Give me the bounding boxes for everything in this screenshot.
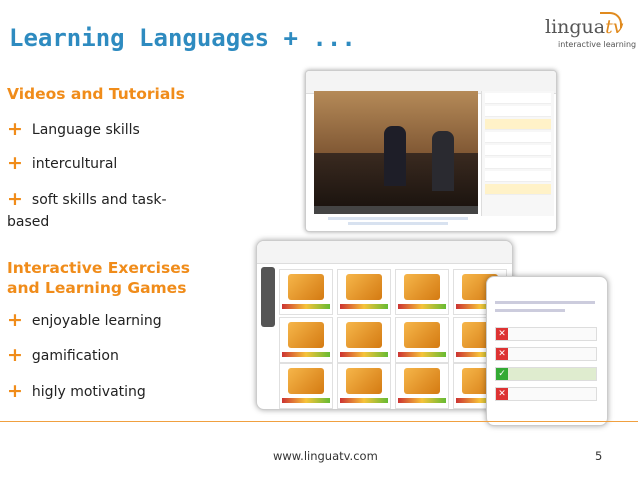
tile-progress	[340, 304, 388, 309]
tile-progress	[340, 398, 388, 403]
bullet-text: soft skills and task-	[31, 192, 167, 208]
tile-image	[404, 322, 440, 348]
bullet-text: Language skills	[31, 122, 140, 138]
transcript-row	[485, 119, 551, 130]
exercise-tile	[395, 363, 449, 409]
section-heading-videos	[7, 84, 185, 104]
bullet-text-continued: based	[7, 214, 50, 230]
tile-progress	[282, 352, 330, 357]
wrong-icon: ✕	[496, 328, 508, 340]
exercise-tile	[279, 363, 333, 409]
tile-image	[288, 368, 324, 394]
plus-icon: +	[7, 344, 23, 366]
tile-image	[404, 274, 440, 300]
exercise-tile	[279, 317, 333, 363]
video-person	[432, 131, 454, 191]
bullet-language-skills	[7, 118, 140, 141]
plus-icon: +	[7, 188, 23, 210]
quiz-option	[495, 327, 597, 341]
bullet-text: intercultural	[31, 156, 118, 172]
bullet-intercultural	[7, 152, 117, 175]
exercise-tile	[337, 317, 391, 363]
video-controls-bar	[314, 206, 478, 214]
video-frame-image	[314, 91, 478, 206]
video-person	[384, 126, 406, 186]
screenshot-toolbar	[257, 241, 512, 264]
tile-progress	[398, 304, 446, 309]
exercises-grid-screenshot	[256, 240, 513, 410]
tile-progress	[282, 304, 330, 309]
footer-divider	[0, 421, 638, 422]
exercise-tile	[279, 269, 333, 315]
logo-word-accent: tv	[605, 16, 624, 38]
exercise-sidebar	[261, 267, 275, 327]
logo-wordmark	[545, 16, 624, 38]
tile-image	[346, 322, 382, 348]
tile-image	[404, 368, 440, 394]
quiz-option-correct	[495, 367, 597, 381]
logo-tagline: interactive learning	[558, 40, 637, 49]
transcript-row	[485, 171, 551, 182]
quiz-option	[495, 347, 597, 361]
tile-image	[288, 274, 324, 300]
plus-icon: +	[7, 380, 23, 402]
slide-title: Learning Languages + ...	[9, 24, 356, 52]
section-heading-line: and Learning Games	[7, 279, 187, 297]
transcript-row	[485, 132, 551, 143]
bullet-soft-skills	[7, 188, 167, 233]
transcript-row	[485, 106, 551, 117]
section-heading-line: Videos and Tutorials	[7, 85, 185, 103]
wrong-icon: ✕	[496, 388, 508, 400]
section-heading-games	[7, 258, 190, 298]
video-subtitle-area	[318, 215, 478, 227]
quiz-option	[495, 387, 597, 401]
transcript-row	[485, 184, 551, 195]
bullet-text: enjoyable learning	[31, 313, 162, 329]
linguatv-logo	[545, 12, 637, 52]
tile-progress	[340, 352, 388, 357]
check-icon: ✓	[496, 368, 508, 380]
transcript-row	[485, 93, 551, 104]
tile-image	[288, 322, 324, 348]
logo-word-main: lingua	[545, 16, 606, 38]
plus-icon: +	[7, 309, 23, 331]
quiz-question-line	[495, 309, 565, 312]
footer-url: www.linguatv.com	[273, 449, 378, 463]
tile-progress	[398, 398, 446, 403]
exercise-tile	[337, 363, 391, 409]
exercise-tile	[395, 317, 449, 363]
video-tutorial-screenshot	[305, 70, 557, 232]
bullet-motivating	[7, 380, 146, 403]
exercise-tile	[337, 269, 391, 315]
quiz-screenshot	[486, 276, 608, 426]
transcript-panel	[481, 91, 554, 216]
wrong-icon: ✕	[496, 348, 508, 360]
transcript-row	[485, 145, 551, 156]
bullet-text: gamification	[31, 348, 119, 364]
plus-icon: +	[7, 152, 23, 174]
tile-progress	[282, 398, 330, 403]
bullet-enjoyable-learning	[7, 309, 162, 332]
tile-image	[346, 368, 382, 394]
transcript-row	[485, 158, 551, 169]
section-heading-line: Interactive Exercises	[7, 259, 190, 277]
quiz-question-line	[495, 301, 595, 304]
bullet-gamification	[7, 344, 119, 367]
tile-progress	[398, 352, 446, 357]
tile-image	[346, 274, 382, 300]
plus-icon: +	[7, 118, 23, 140]
bullet-text: higly motivating	[31, 384, 146, 400]
exercise-tile	[395, 269, 449, 315]
page-number: 5	[595, 449, 603, 463]
